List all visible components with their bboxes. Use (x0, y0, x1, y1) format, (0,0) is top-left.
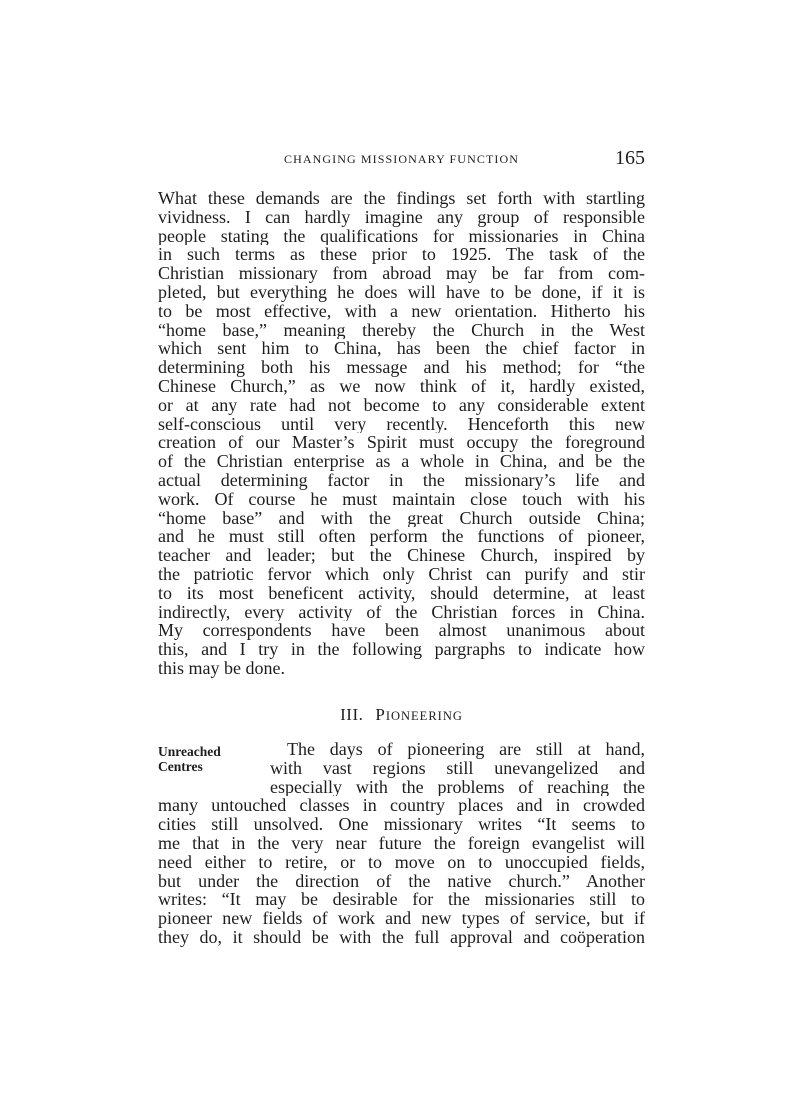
text-line: “home base” and with the great Church outside China; (158, 508, 645, 528)
running-head (158, 147, 645, 169)
text-line: determining both his message and his method; for “the (158, 358, 645, 377)
page-number: 165 (615, 147, 645, 169)
text-line: me that in the very near future the foreign evangelist will (158, 833, 645, 853)
text-line: need either to retire, or to move on to unoccupied fields, (158, 852, 645, 872)
text-line: to be most effective, with a new orientation. Hitherto his (158, 301, 645, 321)
section-numeral: III. (340, 705, 364, 724)
paragraph-demands (158, 189, 645, 678)
text-line: creation of our Master’s Spirit must occupy the foreground (158, 433, 645, 453)
text-line: they do, it should be with the full approval and coöperation (158, 927, 645, 947)
text-line: work. Of course he must maintain close touch with his (158, 489, 645, 509)
text-line: with vast regions still unevangelized and (270, 758, 645, 778)
text-line: many untouched classes in country places and in crowded (158, 796, 645, 816)
text-line: this may be done. (158, 658, 285, 678)
text-line: indirectly, every activity of the Christian forces in China. (158, 602, 645, 622)
text-line: self-conscious until very recently. Henceforth this new (158, 414, 645, 434)
text-line: or at any rate had not become to any considerable extent (158, 395, 645, 415)
text-line: which sent him to China, has been the chief factor in (158, 339, 645, 359)
text-line: My correspondents have been almost unanimous about (158, 621, 645, 641)
text-line: The days of pioneering are still at hand, (287, 740, 645, 759)
text-line: and he must still often perform the functions of pioneer, (158, 527, 645, 547)
paragraph-pioneering (158, 740, 645, 947)
text-line: writes: “It may be desirable for the missionaries still to (158, 890, 645, 910)
margin-note-line: Unreached (158, 744, 221, 759)
text-line: people stating the qualifications for missionaries in China (158, 226, 645, 246)
text-line: pioneer new fields of work and new types of service, but if (158, 909, 645, 928)
running-title: CHANGING MISSIONARY FUNCTION (283, 152, 520, 166)
text-line: cities still unsolved. One missionary writes “It seems to (158, 815, 645, 834)
text-line: pleted, but everything he does will have to be done, if it is (158, 282, 645, 302)
text-line: especially with the problems of reaching the (270, 777, 645, 797)
text-line: actual determining factor in the missionary’s life and (158, 470, 645, 490)
text-line: this, and I try in the following pargraphs to indicate how (158, 640, 645, 659)
text-line: “home base,” meaning thereby the Church in the West (158, 320, 645, 340)
margin-note-line: Centres (158, 759, 203, 774)
text-line: Christian missionary from abroad may be far from com- (158, 264, 645, 283)
text-line: Chinese Church,” as we now think of it, hardly existed, (158, 376, 645, 396)
text-line: in such terms as these prior to 1925. The task of the (158, 245, 645, 265)
text-line: to its most beneficent activity, should determine, at least (158, 583, 645, 603)
text-line: of the Christian enterprise as a whole in China, and be the (158, 452, 645, 471)
text-line: vividness. I can hardly imagine any group of responsible (158, 207, 645, 227)
section-heading (158, 705, 645, 726)
text-line: teacher and leader; but the Chinese Church, inspired by (158, 546, 645, 565)
text-line: What these demands are the findings set forth with startling (158, 189, 645, 208)
text-line: but under the direction of the native church.” Another (158, 871, 645, 891)
section-title: PIONEERING (375, 705, 463, 724)
text-line: the patriotic fervor which only Christ can purify and stir (158, 564, 645, 584)
